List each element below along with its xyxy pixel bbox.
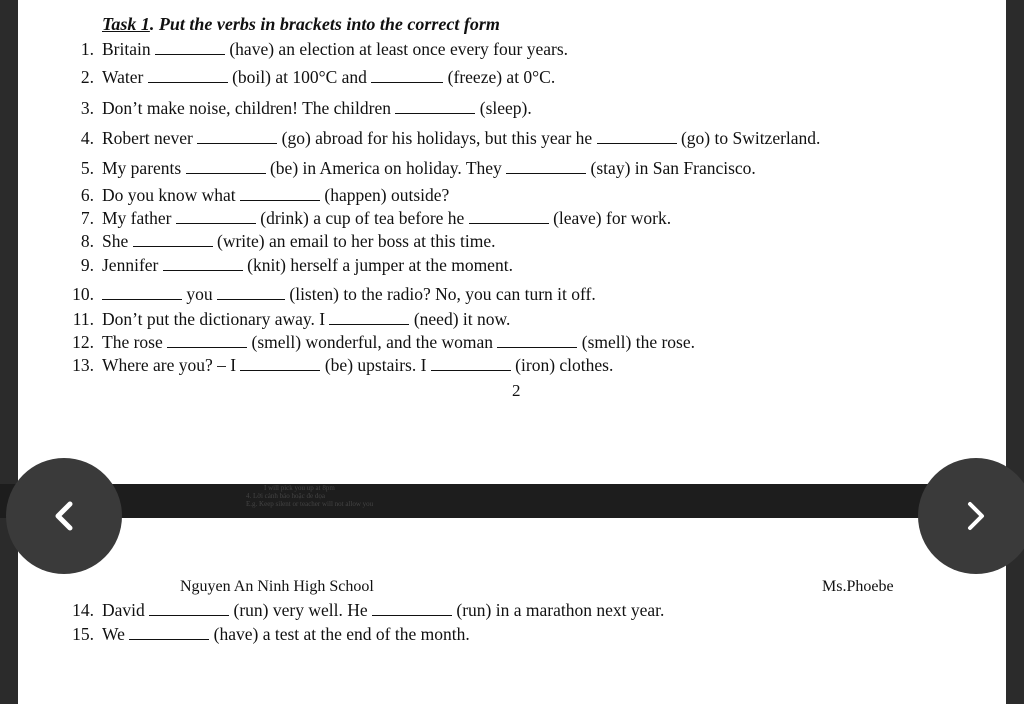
item-text-segment: (knit) herself a jumper at the moment.	[242, 255, 513, 275]
answer-blank	[148, 67, 228, 83]
item-text-segment: (have) a test at the end of the month.	[209, 624, 470, 644]
item-text-segment: Robert never	[102, 128, 198, 148]
answer-blank	[371, 67, 443, 83]
item-text	[102, 127, 820, 149]
item-text-segment: She	[102, 231, 133, 251]
item-text-segment: (be) in America on holiday. They	[265, 158, 507, 178]
item-text	[102, 623, 470, 645]
item-text	[102, 308, 510, 330]
item-text-segment: (stay) in San Francisco.	[586, 158, 756, 178]
item-text-segment: (run) in a marathon next year.	[452, 600, 665, 620]
answer-blank	[431, 355, 511, 371]
answer-blank	[197, 128, 277, 144]
item-text-segment: (happen) outside?	[320, 185, 450, 205]
answer-blank	[176, 208, 256, 224]
item-number: 5.	[80, 158, 94, 178]
item-text-segment: We	[102, 624, 130, 644]
item-number: 8.	[80, 231, 94, 251]
item-text-segment: you	[182, 284, 217, 304]
item-number: 3.	[80, 98, 94, 118]
item-text-segment: (boil) at 100°C and	[227, 67, 372, 87]
item-text-segment: Where are you? – I	[102, 355, 241, 375]
item-text-segment: (have) an election at least once every four years.	[224, 39, 569, 59]
answer-blank	[497, 332, 577, 348]
item-text-segment: My father	[102, 208, 176, 228]
item-number: 15.	[72, 624, 94, 644]
item-text	[102, 599, 664, 621]
item-text	[102, 207, 671, 229]
item-text	[102, 230, 495, 252]
answer-blank	[149, 600, 229, 616]
divider-line: I will pick you up at 8pm	[264, 484, 335, 492]
divider-line: E.g. Keep silent or teacher will not allow you	[246, 500, 374, 508]
item-text-segment: Do you know what	[102, 185, 241, 205]
answer-blank	[329, 309, 409, 325]
item-number: 11.	[72, 309, 94, 329]
item-number: 6.	[80, 185, 94, 205]
answer-blank	[155, 39, 225, 55]
item-text-segment: (go) abroad for his holidays, but this year he	[277, 128, 597, 148]
item-text	[102, 354, 613, 376]
divider-line: 4. Lời cảnh báo hoặc đe dọa	[246, 492, 325, 500]
item-number: 9.	[80, 255, 94, 275]
item-number: 13.	[72, 355, 94, 375]
answer-blank	[186, 158, 266, 174]
answer-blank	[102, 284, 182, 300]
item-number: 10.	[72, 284, 94, 304]
answer-blank	[240, 185, 320, 201]
worksheet-top	[18, 0, 1006, 470]
item-text-segment: (smell) the rose.	[577, 332, 696, 352]
item-text-segment: Britain	[102, 39, 155, 59]
item-text-segment: (run) very well. He	[229, 600, 373, 620]
next-page-button[interactable]	[918, 458, 1024, 574]
item-text-segment: (smell) wonderful, and the woman	[247, 332, 498, 352]
item-text-segment: (be) upstairs. I	[320, 355, 431, 375]
item-number: 4.	[80, 128, 94, 148]
task-instruction: . Put the verbs in brackets into the correct form	[149, 14, 500, 34]
answer-blank	[395, 98, 475, 114]
item-text-segment: (write) an email to her boss at this time.	[212, 231, 496, 251]
item-number: 12.	[72, 332, 94, 352]
item-number: 14.	[72, 600, 94, 620]
divider-text	[246, 484, 373, 508]
answer-blank	[167, 332, 247, 348]
item-text-segment: My parents	[102, 158, 186, 178]
item-text	[102, 157, 756, 179]
answer-blank	[129, 624, 209, 640]
item-text-segment: David	[102, 600, 150, 620]
page-number: 2	[512, 381, 521, 400]
answer-blank	[217, 284, 285, 300]
item-text-segment: (sleep).	[475, 98, 532, 118]
item-text-segment: (listen) to the radio? No, you can turn it off.	[285, 284, 596, 304]
answer-blank	[163, 255, 243, 271]
item-text	[102, 184, 449, 206]
item-number: 2.	[80, 67, 94, 87]
item-text	[102, 38, 568, 60]
answer-blank	[372, 600, 452, 616]
teacher-name: Ms.Phoebe	[822, 578, 894, 595]
chevron-right-icon	[958, 496, 994, 536]
school-name: Nguyen An Ninh High School	[180, 578, 374, 595]
task-title	[102, 14, 500, 35]
page-divider	[0, 484, 1024, 518]
item-text	[102, 331, 695, 353]
answer-blank	[240, 355, 320, 371]
item-text-segment: (need) it now.	[409, 309, 511, 329]
answer-blank	[506, 158, 586, 174]
item-text-segment: Water	[102, 67, 148, 87]
item-text	[102, 66, 555, 88]
answer-blank	[597, 128, 677, 144]
previous-page-button[interactable]	[6, 458, 122, 574]
answer-blank	[133, 231, 213, 247]
item-text-segment: Don’t put the dictionary away. I	[102, 309, 330, 329]
answer-blank	[469, 208, 549, 224]
item-text-segment: (freeze) at 0°C.	[443, 67, 556, 87]
task-label: Task 1	[102, 14, 150, 34]
item-text-segment: (leave) for work.	[548, 208, 672, 228]
item-text-segment: (iron) clothes.	[510, 355, 614, 375]
chevron-left-icon	[46, 496, 82, 536]
item-text-segment: The rose	[102, 332, 168, 352]
item-number: 1.	[80, 39, 94, 59]
item-number: 7.	[80, 208, 94, 228]
item-text-segment: (drink) a cup of tea before he	[255, 208, 469, 228]
document-page	[18, 0, 1006, 704]
item-text	[102, 97, 532, 119]
item-text	[102, 254, 513, 276]
item-text-segment: (go) to Switzerland.	[676, 128, 821, 148]
item-text	[102, 283, 596, 305]
item-text-segment: Don’t make noise, children! The children	[102, 98, 396, 118]
item-text-segment: Jennifer	[102, 255, 163, 275]
